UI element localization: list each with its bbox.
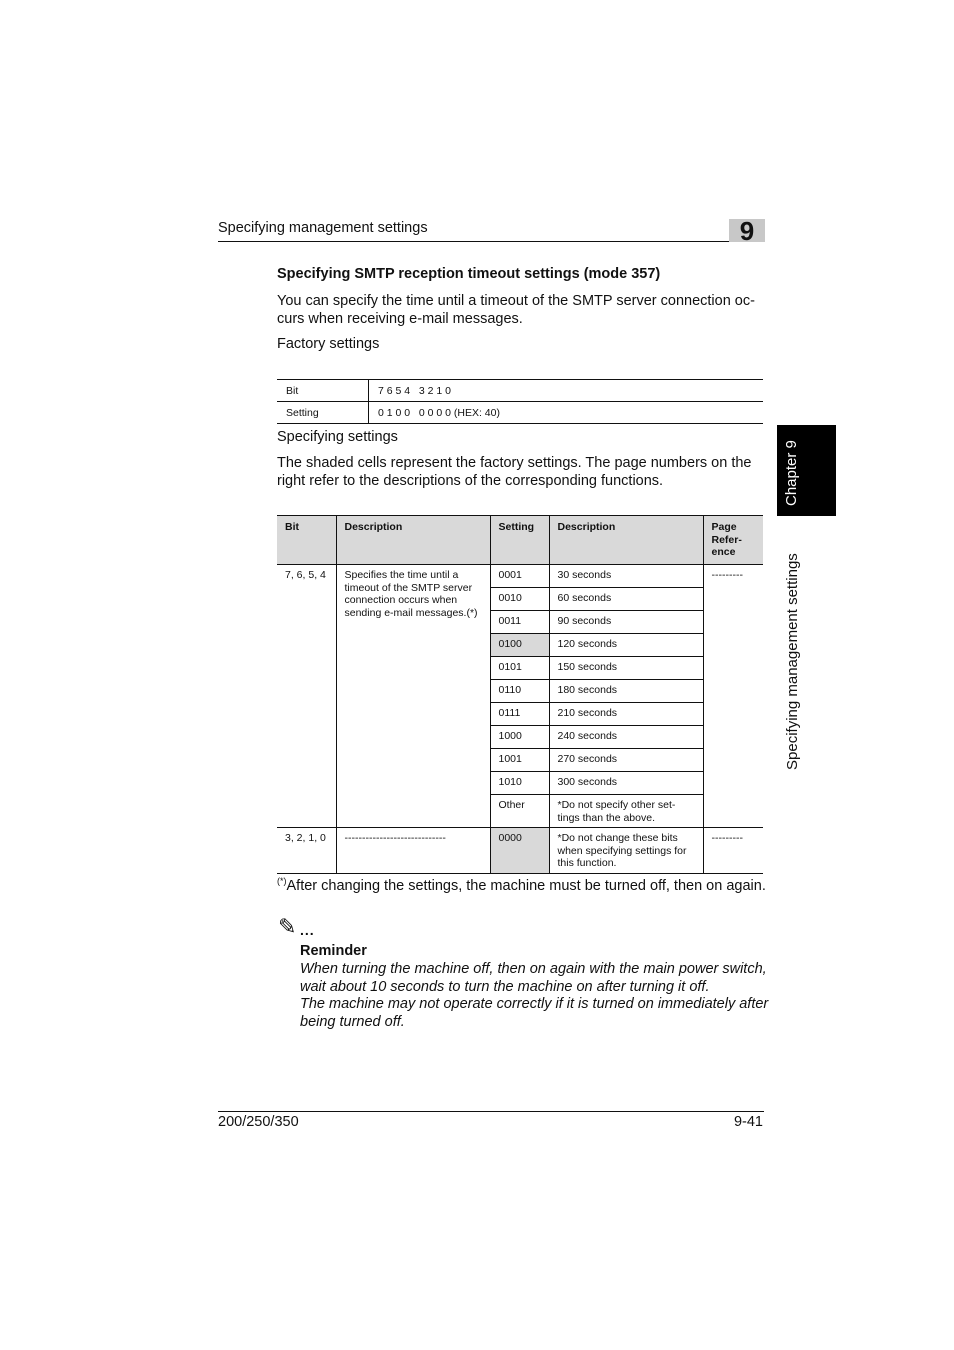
intro-line: You can specify the time until a timeout of the SMTP server connection oc-	[277, 293, 755, 309]
col-header-page-reference: Page Refer- ence	[703, 516, 763, 565]
shaded-line: The shaded cells represent the factory settings. The page numbers on the	[277, 455, 752, 471]
reminder-line: wait about 10 seconds to turn the machine on after turning it off.	[300, 978, 710, 995]
footer-page-number: 9-41	[733, 1114, 763, 1130]
setting-description-cell: *Do not specify other set-tings than the above.	[549, 795, 703, 828]
factory-settings-label: Factory settings	[277, 336, 380, 352]
col-header-bit: Bit	[277, 516, 336, 565]
section-tab-label: Specifying management settings	[784, 553, 801, 770]
setting-description-cell: 30 seconds	[549, 565, 703, 588]
reminder-line: being turned off.	[300, 1013, 405, 1030]
setting-description-cell: 150 seconds	[549, 657, 703, 680]
factory-settings-table	[277, 379, 763, 424]
setting-description-cell: 120 seconds	[549, 634, 703, 657]
shaded-line: right refer to the descriptions of the corresponding functions.	[277, 472, 664, 489]
setting-description-cell: 240 seconds	[549, 726, 703, 749]
reminder-line: When turning the machine off, then on again with the main power switch,	[300, 961, 767, 977]
factory-row-label: Bit	[277, 380, 369, 402]
intro-paragraph	[277, 293, 765, 328]
setting-cell: 0101	[490, 657, 549, 680]
chapter-number: 9	[739, 216, 755, 246]
table-row	[277, 828, 763, 874]
section-title: Specifying SMTP reception timeout settings (mode 357)	[277, 266, 661, 282]
setting-cell: 0010	[490, 588, 549, 611]
reminder-text	[300, 996, 770, 1031]
bit-cell: 7, 6, 5, 4	[277, 565, 336, 828]
col-header-description: Description	[336, 516, 490, 565]
setting-cell: 1010	[490, 772, 549, 795]
reminder-line: The machine may not operate correctly if it is turned on immediately after	[300, 996, 769, 1012]
setting-cell: 0001	[490, 565, 549, 588]
setting-description-cell: 180 seconds	[549, 680, 703, 703]
reminder-title: Reminder	[300, 943, 367, 959]
description-cell: Specifies the time until a timeout of the SMTP server connection occurs when sending e-mail messages.(*)	[336, 565, 490, 828]
footer-model: 200/250/350	[218, 1114, 299, 1130]
footnote-text: After changing the settings, the machine must be turned off, then on again.	[286, 877, 766, 894]
reminder-text	[300, 961, 770, 996]
setting-description-cell: *Do not change these bits when specifying settings for this function.	[549, 828, 703, 874]
header-rule	[218, 241, 764, 242]
description-cell: -----------------------------	[336, 828, 490, 874]
specifying-settings-table	[277, 515, 763, 874]
setting-cell: 1001	[490, 749, 549, 772]
table-row	[277, 565, 763, 588]
setting-cell: 0111	[490, 703, 549, 726]
factory-row-value: 7 6 5 4 3 2 1 0	[369, 380, 764, 402]
pencil-icon: ✎	[278, 914, 297, 939]
setting-description-cell: 60 seconds	[549, 588, 703, 611]
intro-line: curs when receiving e-mail messages.	[277, 310, 523, 327]
running-header-title: Specifying management settings	[218, 220, 428, 236]
shaded-cells-paragraph	[277, 455, 765, 490]
setting-description-cell: 270 seconds	[549, 749, 703, 772]
setting-cell: Other	[490, 795, 549, 828]
setting-cell: 1000	[490, 726, 549, 749]
col-header-setting-description: Description	[549, 516, 703, 565]
setting-cell-factory-default: 0000	[490, 828, 549, 874]
setting-description-cell: 90 seconds	[549, 611, 703, 634]
setting-description-cell: 210 seconds	[549, 703, 703, 726]
setting-description-cell: 300 seconds	[549, 772, 703, 795]
footnote-marker: (*)	[277, 876, 287, 886]
page-reference-cell: ---------	[703, 565, 763, 828]
table-row	[277, 402, 763, 424]
footer-rule	[218, 1111, 764, 1112]
specifying-settings-label: Specifying settings	[277, 429, 398, 445]
setting-cell: 0011	[490, 611, 549, 634]
table-row	[277, 380, 763, 402]
table-header-row	[277, 516, 763, 565]
col-header-setting: Setting	[490, 516, 549, 565]
bit-cell: 3, 2, 1, 0	[277, 828, 336, 874]
factory-row-label: Setting	[277, 402, 369, 424]
setting-cell: 0110	[490, 680, 549, 703]
factory-row-value: 0 1 0 0 0 0 0 0 (HEX: 40)	[369, 402, 764, 424]
footnote	[277, 876, 766, 894]
reminder-dots: ...	[300, 922, 315, 938]
page-reference-cell: ---------	[703, 828, 763, 874]
chapter-tab-label: Chapter 9	[783, 440, 800, 506]
setting-cell-factory-default: 0100	[490, 634, 549, 657]
